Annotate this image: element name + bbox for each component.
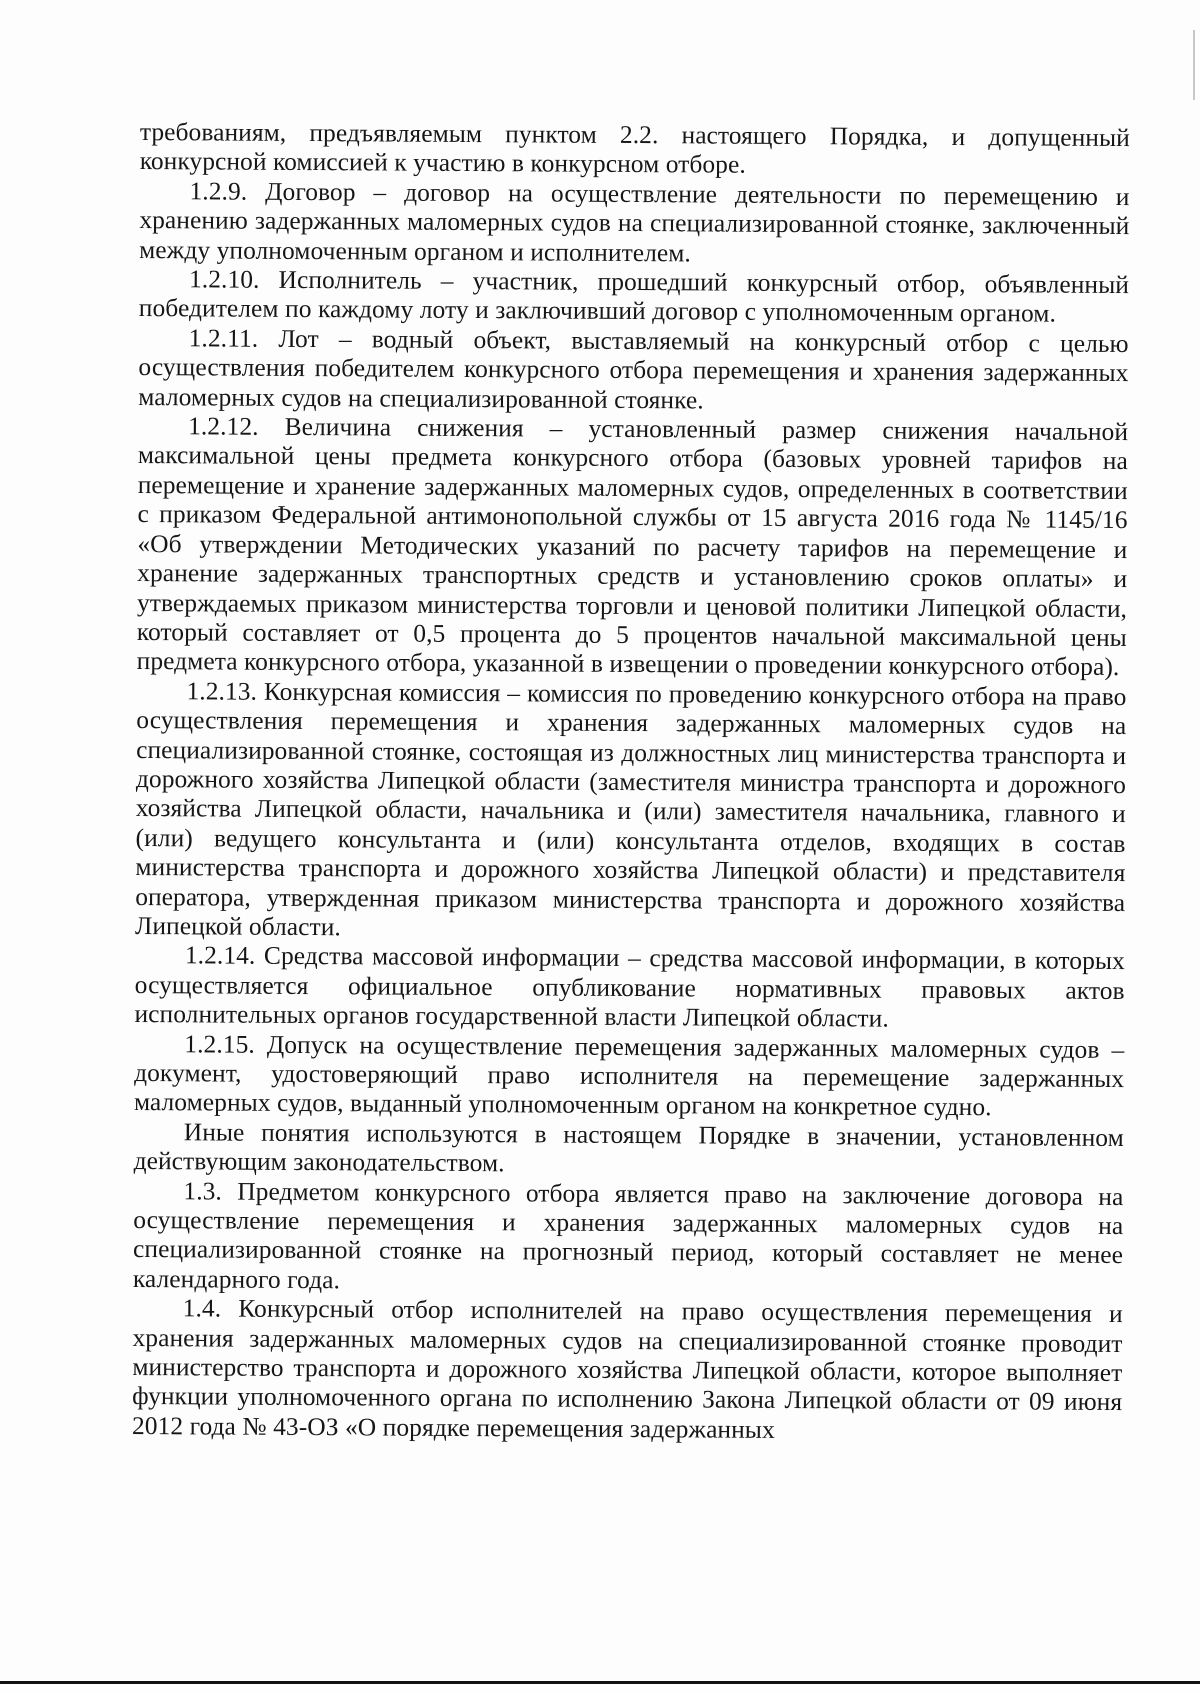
paragraph-1-2-11: 1.2.11. Лот – водный объект, выставляемый на конкурсный отбор с целью осуществления победителем конкурсного отбора перемещения и хранения задержанных маломерных судов на специализированной стоянке. bbox=[138, 324, 1129, 415]
paragraph-1-2-15: 1.2.15. Допуск на осуществление перемещения задержанных маломерных судов – документ, удостоверяющий право исполнителя на перемещение задержанных маломерных судов, выданный уполномоченным органом на конкретное судно. bbox=[133, 1029, 1125, 1122]
paragraph-1-2-12: 1.2.12. Величина снижения – установленный размер снижения начальной максимальной цены предмета конкурсного отбора (базовых уровней тарифов на перемещение и хранение задержанных маломерных судов, определенных в соответствии с приказом Федеральной антимонопольной службы от 15 августа 2016 года № 1145/16 «Об утверждении Методических указаний по расчету тарифов на перемещение и хранение задержанных транспортных средств и установлению сроков оплаты» и утверждаемых приказом министерства торговли и ценовой политики Липецкой области, который составляет от 0,5 процента до 5 процентов начальной максимальной цены предмета конкурсного отбора, указанной в извещении о проведении конкурсного отбора). bbox=[136, 412, 1129, 682]
paragraph-1-2-10: 1.2.10. Исполнитель – участник, прошедший конкурсный отбор, объявленный победителем по каждому лоту и заключивший договор с уполномоченным органом. bbox=[138, 265, 1130, 329]
document-body bbox=[132, 118, 1130, 1447]
paragraph-1-4: 1.4. Конкурсный отбор исполнителей на право осуществления перемещения и хранения задержанных маломерных судов на специализированной стоянке проводит министерство транспорта и дорожного хозяйства Липецкой области, которое выполняет функции уполномоченного органа по исполнению Закона Липецкой области от 09 июня 2012 года № 43-ОЗ «О порядке перемещения задержанных bbox=[131, 1294, 1123, 1444]
paragraph-other-terms: Иные понятия используются в настоящем Порядке в значении, установленном действующим законодательством. bbox=[133, 1118, 1124, 1178]
paragraph-continuation: требованиям, предъявляемым пунктом 2.2. настоящего Порядка, и допущенный конкурсной комиссией к участию в конкурсном отборе. bbox=[139, 118, 1130, 180]
paragraph-1-3: 1.3. Предметом конкурсного отбора является право на заключение договора на осуществление перемещения и хранения задержанных маломерных судов на специализированной стоянке на прогнозный период, который составляет не менее календарного года. bbox=[132, 1176, 1124, 1295]
bottom-rule-line bbox=[0, 1681, 1200, 1684]
paragraph-1-2-14: 1.2.14. Средства массовой информации – средства массовой информации, в которых осуществляется официальное опубликование нормативных правовых актов исполнительных органов государственной власти Липецкой области. bbox=[134, 941, 1125, 1033]
scan-edge-mark bbox=[1193, 30, 1195, 100]
paragraph-1-2-13: 1.2.13. Конкурсная комиссия – комиссия по проведению конкурсного отбора на право осуществления перемещения и хранения задержанных маломерных судов на специализированной стоянке, состоящая из должностных лиц министерства транспорта и дорожного хозяйства Липецкой области (заместителя министра транспорта и дорожного хозяйства Липецкой области, начальника и (или) заместителя начальника, главного и (или) ведущего консультанта и (или) консультанта отделов, входящих в состав министерства транспорта и дорожного хозяйства Липецкой области) и представителя оператора, утвержденная приказом министерства транспорта и дорожного хозяйства Липецкой области. bbox=[134, 677, 1127, 942]
paragraph-1-2-9: 1.2.9. Договор – договор на осуществление деятельности по перемещению и хранению задержанных маломерных судов на специализированной стоянке, заключенный между уполномоченным органом и исполнителем. bbox=[139, 177, 1130, 267]
